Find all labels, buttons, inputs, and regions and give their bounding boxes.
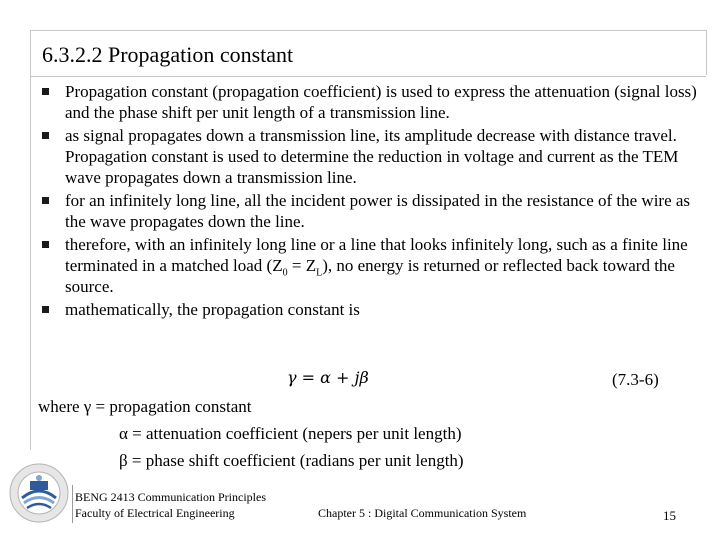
bullet-square-icon	[42, 132, 49, 139]
footer-chapter: Chapter 5 : Digital Communication System	[318, 506, 527, 520]
bullet-text-mid: = Z	[287, 256, 317, 275]
bullet-text: mathematically, the propagation constant is	[65, 300, 360, 319]
bullet-text: as signal propagates down a transmission line, its amplitude decrease with distance travel. Propagation constant is used to determine the reduction in voltage and current as the TEM wave propagates down a transmission line.	[65, 126, 679, 187]
where-beta-definition: β = phase shift coefficient (radians per unit length)	[119, 451, 464, 470]
title-underline	[30, 76, 706, 77]
bullet-list	[42, 81, 710, 322]
equation-number: (7.3-6)	[612, 370, 659, 389]
bullet-square-icon	[42, 197, 49, 204]
footer-separator	[72, 485, 73, 523]
footer-faculty: Faculty of Electrical Engineering	[75, 506, 235, 520]
footer-course: BENG 2413 Communication Principles	[75, 490, 266, 504]
bullet-item	[42, 299, 710, 320]
university-seal-icon	[8, 462, 70, 524]
bullet-square-icon	[42, 88, 49, 95]
bullet-square-icon	[42, 306, 49, 313]
bullet-item	[42, 234, 710, 297]
slide-title: 6.3.2.2 Propagation constant	[42, 42, 294, 67]
bullet-square-icon	[42, 241, 49, 248]
bullet-text: Propagation constant (propagation coefficient) is used to express the attenuation (signal loss) and the phase shift per unit length of a transmission line.	[65, 82, 697, 122]
slide-frame-left	[30, 30, 31, 450]
subscript-load: L	[316, 267, 323, 279]
subscript-zero: 0	[282, 267, 288, 279]
bullet-item	[42, 81, 710, 123]
where-gamma-definition: where γ = propagation constant	[38, 397, 252, 416]
bullet-text: for an infinitely long line, all the incident power is dissipated in the resistance of the wire as the wave propagates down the line.	[65, 191, 691, 231]
where-alpha-definition: α = attenuation coefficient (nepers per unit length)	[119, 424, 462, 443]
bullet-text-end: ), no energy is returned or reflected back toward the source.	[65, 256, 675, 296]
page-number: 15	[663, 508, 676, 523]
bullet-text-start: therefore, with an infinitely long line or a line that looks infinitely long, such as a finite line terminated in a matched load (Z	[65, 235, 688, 275]
bullet-item	[42, 125, 710, 188]
propagation-equation: γ = α + jβ	[287, 368, 369, 387]
bullet-item	[42, 190, 710, 232]
